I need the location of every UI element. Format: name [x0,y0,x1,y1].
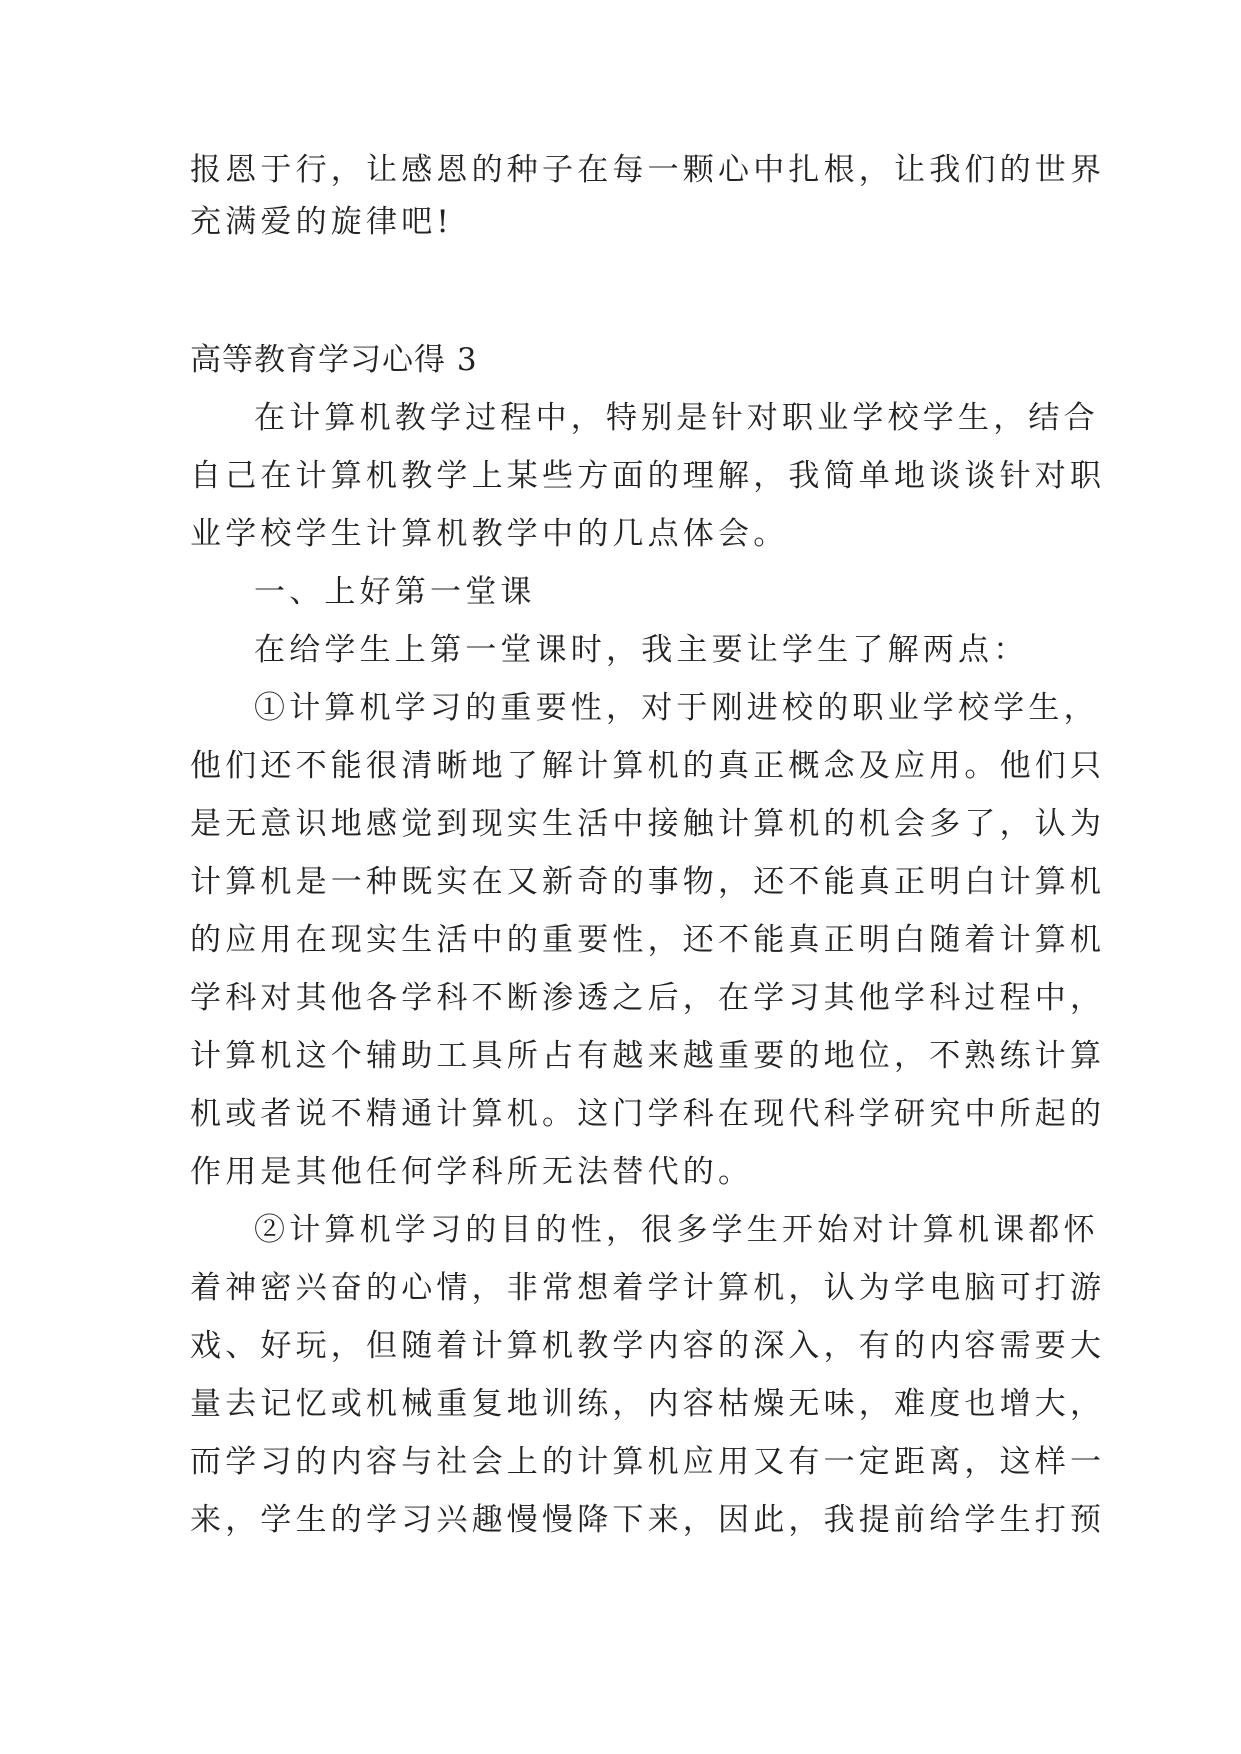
paragraph-line: 在计算机教学过程中，特别是针对职业学校学生，结合 [254,400,1099,436]
paragraph-line: 计算机这个辅助工具所占有越来越重要的地位，不熟练计算 [190,1038,1106,1074]
paragraph-line: 机或者说不精通计算机。这门学科在现代科学研究中所起的 [190,1096,1106,1132]
paragraph-line: 的应用在现实生活中的重要性，还不能真正明白随着计算机 [190,922,1106,958]
intro-line-2: 充满爱的旋律吧! [190,204,454,240]
paragraph-line: 他们还不能很清晰地了解计算机的真正概念及应用。他们只 [190,748,1106,784]
paragraph-line: 计算机是一种既实在又新奇的事物，还不能真正明白计算机 [190,864,1106,900]
paragraph-line: 是无意识地感觉到现实生活中接触计算机的机会多了，认为 [190,806,1106,842]
paragraph-line: 量去记忆或机械重复地训练，内容枯燥无味，难度也增大， [190,1386,1106,1422]
paragraph-line: 学科对其他各学科不断渗透之后，在学习其他学科过程中， [190,980,1106,1016]
section-title: 高等教育学习心得 3 [190,342,478,378]
paragraph-line: 在给学生上第一堂课时，我主要让学生了解两点： [254,632,1029,668]
paragraph-line: 业学校学生计算机教学中的几点体会。 [190,516,789,552]
paragraph-line: 着神密兴奋的心情，非常想着学计算机，认为学电脑可打游 [190,1270,1106,1306]
paragraph-line: 作用是其他任何学科所无法替代的。 [190,1154,754,1190]
paragraph-line: 而学习的内容与社会上的计算机应用又有一定距离，这样一 [190,1444,1106,1480]
subheading-line: 一、上好第一堂课 [254,574,536,610]
paragraph-line: ①计算机学习的重要性，对于刚进校的职业学校学生， [254,690,1099,726]
paragraph-line: 来，学生的学习兴趣慢慢降下来，因此，我提前给学生打预 [190,1502,1106,1538]
paragraph-line: 自己在计算机教学上某些方面的理解，我简单地谈谈针对职 [190,458,1106,494]
paragraph-line: ②计算机学习的目的性，很多学生开始对计算机课都怀 [254,1212,1099,1248]
paragraph-line: 戏、好玩，但随着计算机教学内容的深入，有的内容需要大 [190,1328,1106,1364]
intro-line-1: 报恩于行，让感恩的种子在每一颗心中扎根，让我们的世界 [190,152,1106,188]
